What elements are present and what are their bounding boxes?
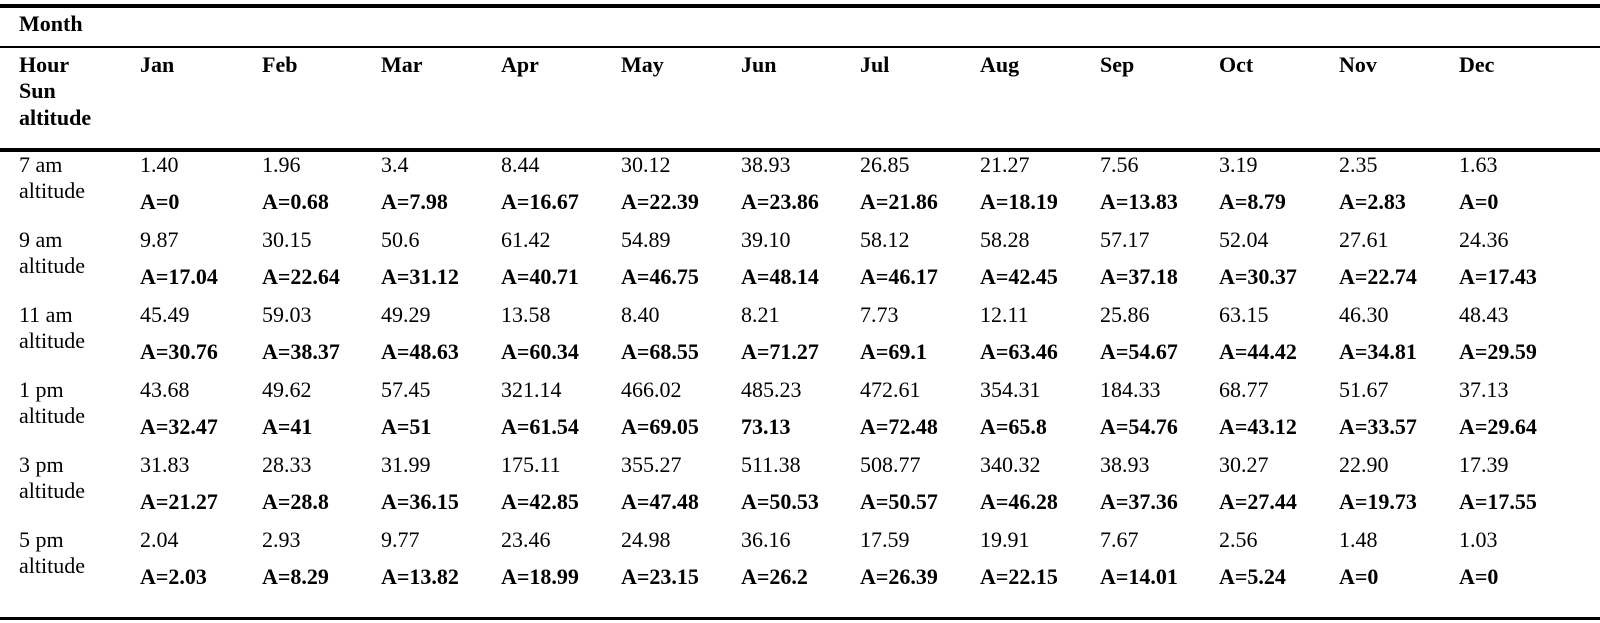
- altitude-cell: A=22.15: [980, 564, 1058, 589]
- altitude-cell: A=2.83: [1339, 189, 1406, 214]
- value-cell: 25.86: [1100, 302, 1150, 327]
- value-cell: 12.11: [980, 302, 1029, 327]
- value-cell: 13.58: [501, 302, 551, 327]
- altitude-cell: A=46.75: [621, 264, 699, 289]
- row-hour-label: 3 pm: [19, 452, 64, 477]
- altitude-cell: A=48.63: [381, 339, 459, 364]
- value-cell: 3.4: [381, 152, 409, 177]
- value-cell: 17.39: [1459, 452, 1509, 477]
- value-cell: 57.17: [1100, 227, 1150, 252]
- value-cell: 22.90: [1339, 452, 1389, 477]
- value-cell: 7.56: [1100, 152, 1139, 177]
- altitude-cell: A=30.76: [140, 339, 218, 364]
- month-header-aug: Aug: [980, 52, 1020, 77]
- altitude-cell: A=38.37: [262, 339, 340, 364]
- value-cell: 54.89: [621, 227, 671, 252]
- value-cell: 8.21: [741, 302, 780, 327]
- value-cell: 68.77: [1219, 377, 1269, 402]
- header-hour: Hour: [19, 52, 70, 77]
- month-header-sep: Sep: [1100, 52, 1135, 77]
- altitude-cell: A=22.39: [621, 189, 699, 214]
- value-cell: 57.45: [381, 377, 431, 402]
- altitude-cell: A=40.71: [501, 264, 579, 289]
- value-cell: 38.93: [1100, 452, 1150, 477]
- altitude-cell: A=0: [140, 189, 180, 214]
- bottom-rule: [0, 617, 1600, 620]
- value-cell: 61.42: [501, 227, 551, 252]
- value-cell: 24.36: [1459, 227, 1509, 252]
- altitude-cell: A=50.57: [860, 489, 938, 514]
- altitude-cell: A=17.04: [140, 264, 218, 289]
- altitude-cell: A=43.12: [1219, 414, 1297, 439]
- altitude-cell: A=36.15: [381, 489, 459, 514]
- altitude-cell: A=69.05: [621, 414, 699, 439]
- altitude-cell: A=33.57: [1339, 414, 1417, 439]
- value-cell: 28.33: [262, 452, 312, 477]
- altitude-cell: A=30.37: [1219, 264, 1297, 289]
- altitude-cell: A=42.85: [501, 489, 579, 514]
- month-group-label: Month: [19, 11, 83, 36]
- value-cell: 39.10: [741, 227, 791, 252]
- value-cell: 8.44: [501, 152, 540, 177]
- value-cell: 52.04: [1219, 227, 1269, 252]
- altitude-cell: A=47.48: [621, 489, 699, 514]
- altitude-cell: A=21.86: [860, 189, 938, 214]
- altitude-cell: A=63.46: [980, 339, 1058, 364]
- value-cell: 19.91: [980, 527, 1030, 552]
- altitude-cell: A=28.8: [262, 489, 329, 514]
- value-cell: 30.15: [262, 227, 312, 252]
- altitude-cell: A=17.55: [1459, 489, 1537, 514]
- altitude-cell: A=19.73: [1339, 489, 1417, 514]
- month-header-jun: Jun: [741, 52, 777, 77]
- altitude-cell: A=71.27: [741, 339, 819, 364]
- value-cell: 7.67: [1100, 527, 1139, 552]
- value-cell: 1.96: [262, 152, 301, 177]
- altitude-cell: A=68.55: [621, 339, 699, 364]
- altitude-cell: A=16.67: [501, 189, 579, 214]
- value-cell: 46.30: [1339, 302, 1389, 327]
- altitude-cell: A=23.86: [741, 189, 819, 214]
- value-cell: 184.33: [1100, 377, 1161, 402]
- value-cell: 1.63: [1459, 152, 1498, 177]
- month-header-dec: Dec: [1459, 52, 1495, 77]
- row-altitude-label: altitude: [19, 553, 85, 578]
- altitude-cell: A=54.67: [1100, 339, 1178, 364]
- altitude-cell: A=46.17: [860, 264, 938, 289]
- value-cell: 50.6: [381, 227, 420, 252]
- value-cell: 354.31: [980, 377, 1041, 402]
- value-cell: 355.27: [621, 452, 682, 477]
- row-hour-label: 5 pm: [19, 527, 64, 552]
- month-header-jul: Jul: [860, 52, 890, 77]
- value-cell: 30.12: [621, 152, 671, 177]
- altitude-cell: A=18.99: [501, 564, 579, 589]
- value-cell: 17.59: [860, 527, 910, 552]
- altitude-cell: A=2.03: [140, 564, 207, 589]
- altitude-cell: A=72.48: [860, 414, 938, 439]
- altitude-cell: A=65.8: [980, 414, 1047, 439]
- value-cell: 59.03: [262, 302, 312, 327]
- value-cell: 49.62: [262, 377, 312, 402]
- value-cell: 49.29: [381, 302, 431, 327]
- row-hour-label: 1 pm: [19, 377, 64, 402]
- top-rule: [0, 4, 1600, 8]
- altitude-cell: A=42.45: [980, 264, 1058, 289]
- altitude-cell: A=0.68: [262, 189, 329, 214]
- altitude-cell: A=14.01: [1100, 564, 1178, 589]
- value-cell: 2.56: [1219, 527, 1258, 552]
- value-cell: 23.46: [501, 527, 551, 552]
- altitude-cell: A=34.81: [1339, 339, 1417, 364]
- value-cell: 63.15: [1219, 302, 1269, 327]
- header-divider: [0, 46, 1600, 48]
- altitude-cell: A=7.98: [381, 189, 448, 214]
- value-cell: 58.12: [860, 227, 910, 252]
- value-cell: 31.83: [140, 452, 190, 477]
- value-cell: 1.48: [1339, 527, 1378, 552]
- value-cell: 321.14: [501, 377, 562, 402]
- value-cell: 21.27: [980, 152, 1030, 177]
- value-cell: 24.98: [621, 527, 671, 552]
- value-cell: 1.03: [1459, 527, 1498, 552]
- row-hour-label: 9 am: [19, 227, 63, 252]
- altitude-cell: A=17.43: [1459, 264, 1537, 289]
- value-cell: 27.61: [1339, 227, 1389, 252]
- altitude-cell: A=61.54: [501, 414, 579, 439]
- altitude-cell: A=51: [381, 414, 432, 439]
- value-cell: 45.49: [140, 302, 190, 327]
- altitude-cell: A=29.64: [1459, 414, 1537, 439]
- month-header-oct: Oct: [1219, 52, 1254, 77]
- altitude-cell: A=50.53: [741, 489, 819, 514]
- value-cell: 3.19: [1219, 152, 1258, 177]
- row-hour-label: 11 am: [19, 302, 73, 327]
- value-cell: 37.13: [1459, 377, 1509, 402]
- value-cell: 48.43: [1459, 302, 1509, 327]
- header-sun: Sun: [19, 78, 56, 103]
- value-cell: 175.11: [501, 452, 561, 477]
- altitude-cell: A=44.42: [1219, 339, 1297, 364]
- value-cell: 472.61: [860, 377, 921, 402]
- altitude-cell: A=13.83: [1100, 189, 1178, 214]
- altitude-cell: A=60.34: [501, 339, 579, 364]
- altitude-cell: A=26.39: [860, 564, 938, 589]
- altitude-cell: A=22.74: [1339, 264, 1417, 289]
- value-cell: 1.40: [140, 152, 179, 177]
- altitude-cell: A=22.64: [262, 264, 340, 289]
- value-cell: 2.93: [262, 527, 301, 552]
- altitude-cell: A=54.76: [1100, 414, 1178, 439]
- row-altitude-label: altitude: [19, 478, 85, 503]
- value-cell: 511.38: [741, 452, 801, 477]
- header-altitude: altitude: [19, 105, 92, 130]
- value-cell: 2.35: [1339, 152, 1378, 177]
- value-cell: 31.99: [381, 452, 431, 477]
- row-altitude-label: altitude: [19, 328, 85, 353]
- value-cell: 508.77: [860, 452, 921, 477]
- value-cell: 485.23: [741, 377, 802, 402]
- altitude-cell: A=21.27: [140, 489, 218, 514]
- altitude-cell: A=29.59: [1459, 339, 1537, 364]
- value-cell: 9.87: [140, 227, 179, 252]
- value-cell: 2.04: [140, 527, 179, 552]
- altitude-cell: A=46.28: [980, 489, 1058, 514]
- value-cell: 9.77: [381, 527, 420, 552]
- altitude-cell: A=37.36: [1100, 489, 1178, 514]
- altitude-cell: A=32.47: [140, 414, 218, 439]
- altitude-cell: A=31.12: [381, 264, 459, 289]
- altitude-cell: A=0: [1459, 189, 1499, 214]
- value-cell: 38.93: [741, 152, 791, 177]
- altitude-cell: A=23.15: [621, 564, 699, 589]
- month-header-nov: Nov: [1339, 52, 1377, 77]
- value-cell: 51.67: [1339, 377, 1389, 402]
- row-altitude-label: altitude: [19, 178, 85, 203]
- month-header-apr: Apr: [501, 52, 539, 77]
- altitude-cell: A=18.19: [980, 189, 1058, 214]
- altitude-cell: A=48.14: [741, 264, 819, 289]
- altitude-cell: A=0: [1339, 564, 1379, 589]
- altitude-cell: A=27.44: [1219, 489, 1297, 514]
- value-cell: 58.28: [980, 227, 1030, 252]
- value-cell: 43.68: [140, 377, 190, 402]
- altitude-cell: A=8.29: [262, 564, 329, 589]
- altitude-cell: 73.13: [741, 414, 791, 439]
- value-cell: 26.85: [860, 152, 910, 177]
- altitude-cell: A=5.24: [1219, 564, 1286, 589]
- value-cell: 36.16: [741, 527, 791, 552]
- month-header-jan: Jan: [140, 52, 175, 77]
- month-header-may: May: [621, 52, 664, 77]
- month-header-feb: Feb: [262, 52, 298, 77]
- altitude-cell: A=13.82: [381, 564, 459, 589]
- row-altitude-label: altitude: [19, 403, 85, 428]
- altitude-cell: A=69.1: [860, 339, 927, 364]
- value-cell: 8.40: [621, 302, 660, 327]
- altitude-cell: A=0: [1459, 564, 1499, 589]
- altitude-cell: A=8.79: [1219, 189, 1286, 214]
- altitude-cell: A=41: [262, 414, 313, 439]
- value-cell: 466.02: [621, 377, 682, 402]
- month-header-mar: Mar: [381, 52, 423, 77]
- altitude-cell: A=26.2: [741, 564, 808, 589]
- row-altitude-label: altitude: [19, 253, 85, 278]
- value-cell: 340.32: [980, 452, 1041, 477]
- value-cell: 30.27: [1219, 452, 1269, 477]
- row-hour-label: 7 am: [19, 152, 63, 177]
- value-cell: 7.73: [860, 302, 899, 327]
- altitude-cell: A=37.18: [1100, 264, 1178, 289]
